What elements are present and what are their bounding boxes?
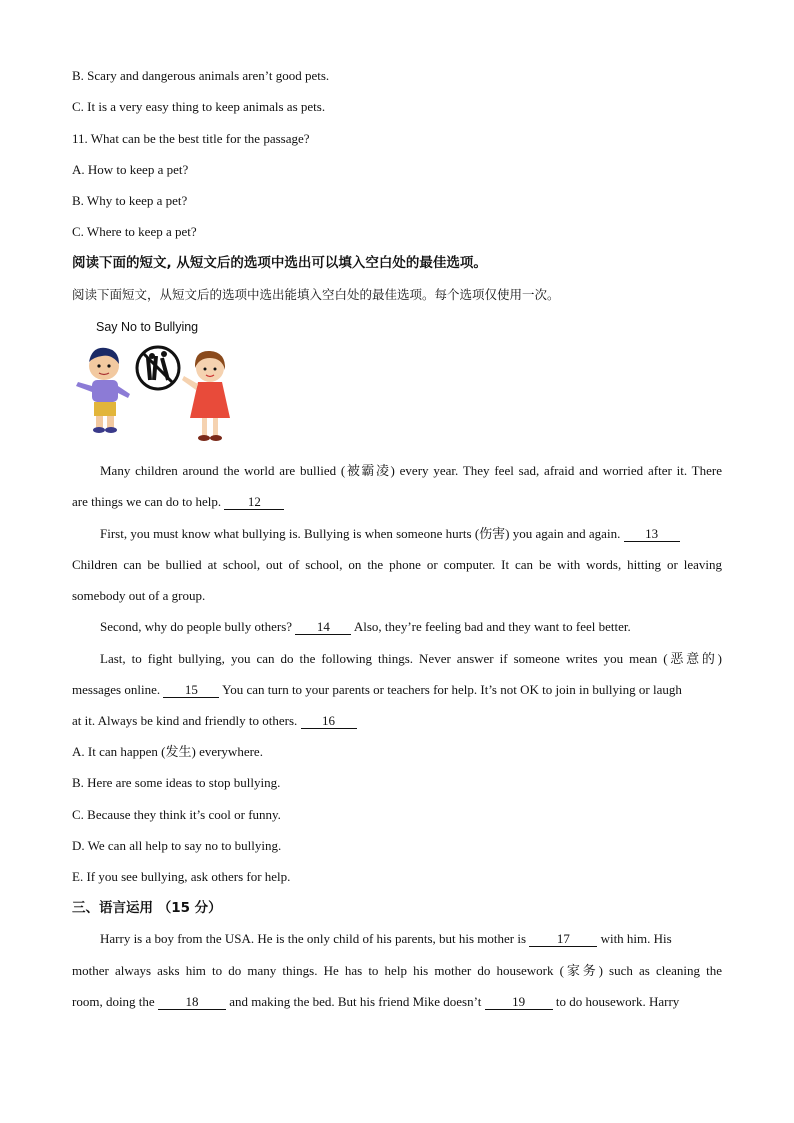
section-heading: 阅读下面的短文, 从短文后的选项中选出可以填入空白处的最佳选项。 xyxy=(72,255,487,271)
figure-title: Say No to Bullying xyxy=(96,320,199,334)
boy-figure-icon xyxy=(76,348,130,433)
passage-p1-line1: Many children around the world are bullied (被霸凌) every year. They feel sad, afraid and worried after it. There xyxy=(100,463,722,478)
section-instruction: 阅读下面短文，从短文后的选项中选出能填入空白处的最佳选项。每个选项仅使用一次。 xyxy=(72,287,560,302)
section3-p1-line3 xyxy=(72,994,679,1010)
passage-p2-line1 xyxy=(100,526,680,542)
blank-19[interactable]: 19 xyxy=(485,995,553,1010)
option-a: A. It can happen (发生) everywhere. xyxy=(72,744,263,759)
passage-text: First, you must know what bullying is. Bullying is when someone hurts (伤害) you again and again. xyxy=(100,526,621,541)
passage-p4-line1: Last, to fight bullying, you can do the following things. Never answer if someone writes you mean (恶意的) xyxy=(100,651,722,666)
option-d: D. We can all help to say no to bullying. xyxy=(72,838,282,853)
section3-heading: 三、语言运用 （15 分） xyxy=(72,900,222,916)
passage-text: to do housework. Harry xyxy=(555,994,680,1009)
bullying-illustration xyxy=(72,318,242,448)
blank-14[interactable]: 14 xyxy=(295,620,351,635)
passage-text: room, doing the xyxy=(72,994,155,1009)
passage-text: at it. Always be kind and friendly to others. xyxy=(72,713,298,728)
passage-text: and making the bed. But his friend Mike doesn’t xyxy=(229,994,482,1009)
no-bullying-sign-icon xyxy=(137,347,179,389)
section3-p1-line1 xyxy=(100,931,672,947)
blank-18[interactable]: 18 xyxy=(158,995,226,1010)
section3-p1-line2: mother always asks him to do many things. He has to help his mother do housework (家务) such as cleaning the xyxy=(72,963,722,978)
blank-13[interactable]: 13 xyxy=(624,527,680,542)
q11-option-a: A. How to keep a pet? xyxy=(72,162,189,177)
q11-question: 11. What can be the best title for the passage? xyxy=(72,131,310,146)
passage-p1-line2 xyxy=(72,494,284,510)
passage-text: with him. His xyxy=(600,931,672,946)
passage-text: Second, why do people bully others? xyxy=(100,619,293,634)
q10-option-b: B. Scary and dangerous animals aren’t good pets. xyxy=(72,68,330,83)
passage-p4-line3 xyxy=(72,713,357,729)
blank-12[interactable]: 12 xyxy=(224,495,284,510)
girl-figure-icon xyxy=(182,351,230,441)
q11-option-c: C. Where to keep a pet? xyxy=(72,224,197,239)
blank-17[interactable]: 17 xyxy=(529,932,597,947)
passage-text: messages online. xyxy=(72,682,161,697)
option-e: E. If you see bullying, ask others for help. xyxy=(72,869,291,884)
passage-p2-line2: Children can be bullied at school, out of school, on the phone or computer. It can be with words, hitting or leaving xyxy=(72,557,722,572)
blank-16[interactable]: 16 xyxy=(301,714,357,729)
q10-option-c: C. It is a very easy thing to keep animals as pets. xyxy=(72,99,326,114)
passage-p3 xyxy=(100,619,631,635)
passage-text: You can turn to your parents or teachers for help. It’s not OK to join in bullying or laugh xyxy=(222,682,682,697)
passage-p4-line2 xyxy=(72,682,682,698)
blank-15[interactable]: 15 xyxy=(163,683,219,698)
option-c: C. Because they think it’s cool or funny. xyxy=(72,807,281,822)
option-b: B. Here are some ideas to stop bullying. xyxy=(72,775,281,790)
passage-text: Also, they’re feeling bad and they want to feel better. xyxy=(353,619,631,634)
passage-text: Harry is a boy from the USA. He is the only child of his parents, but his mother is xyxy=(100,931,527,946)
passage-text: are things we can do to help. xyxy=(72,494,222,509)
q11-option-b: B. Why to keep a pet? xyxy=(72,193,188,208)
passage-p2-line3: somebody out of a group. xyxy=(72,588,206,603)
